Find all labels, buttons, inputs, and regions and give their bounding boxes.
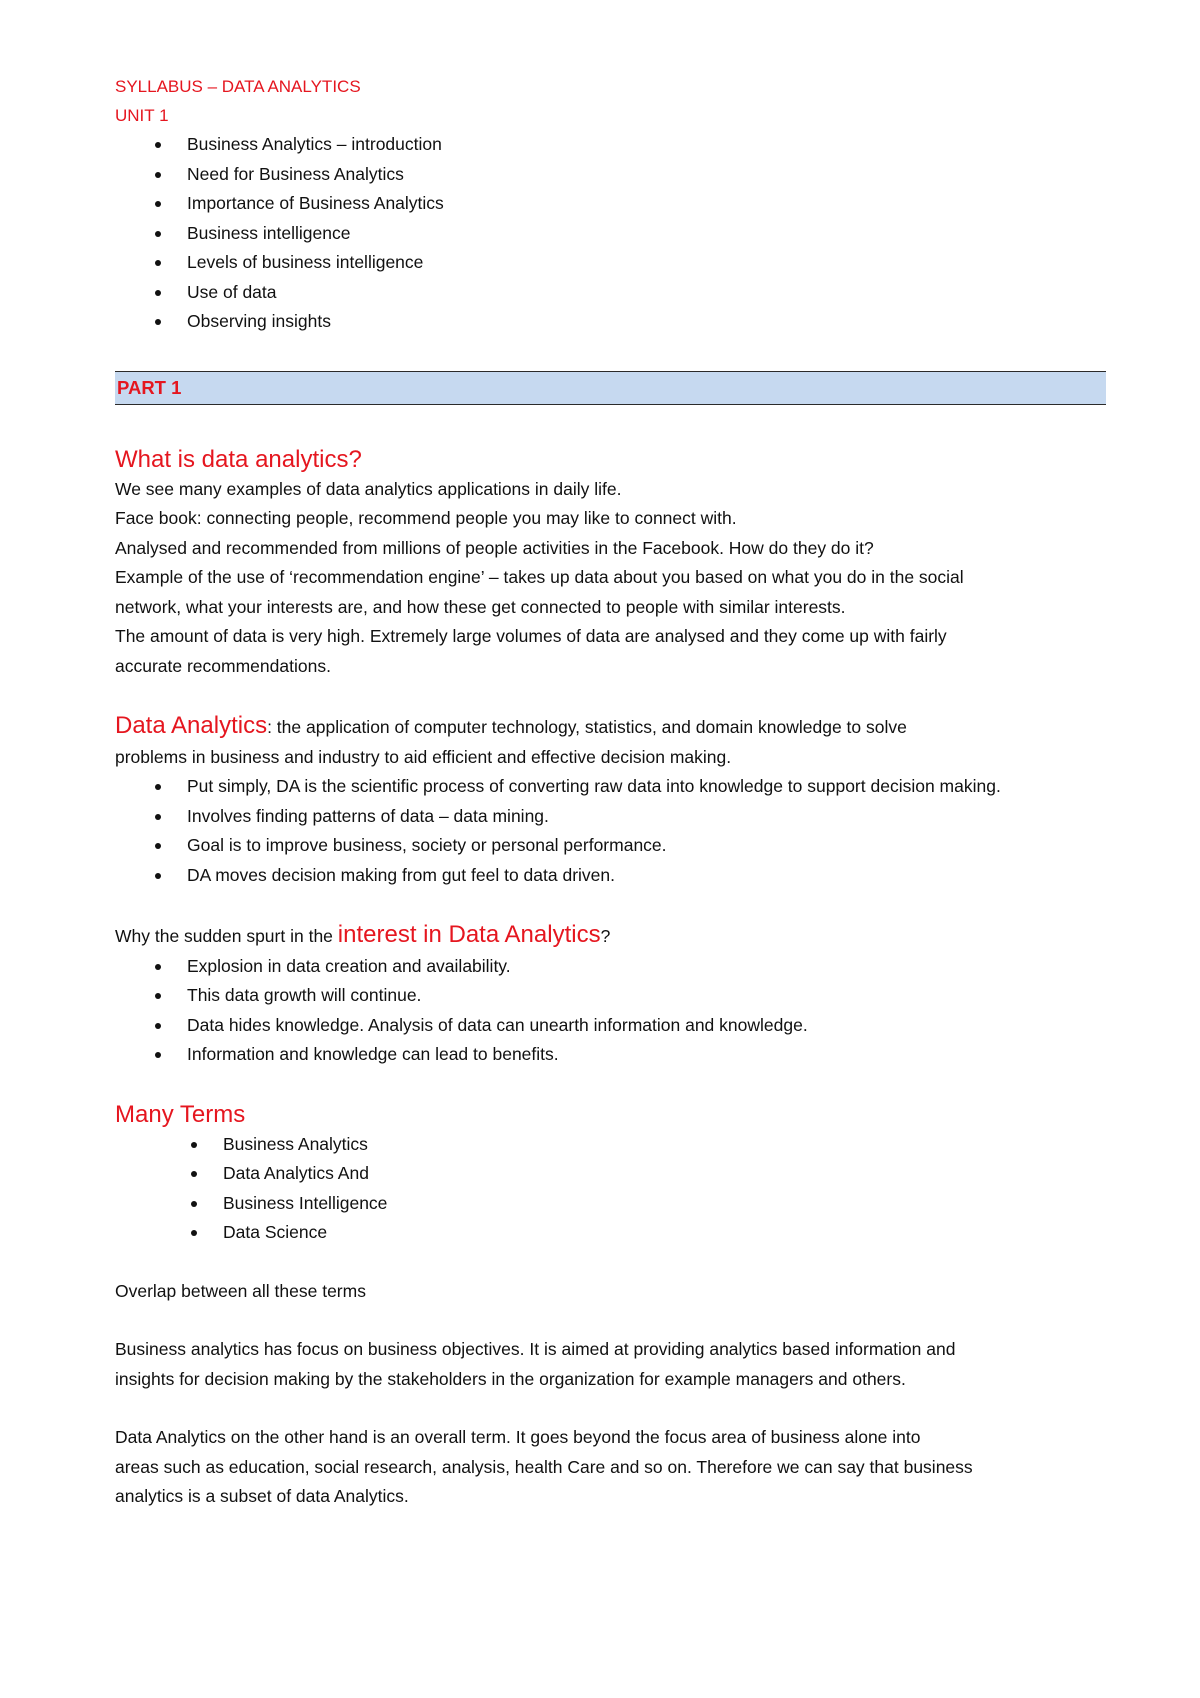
part-banner: PART 1 <box>115 371 1106 405</box>
list-item: Business Analytics – introduction <box>115 130 1106 160</box>
list-item: Use of data <box>115 278 1106 308</box>
syllabus-title: SYLLABUS – DATA ANALYTICS <box>115 77 361 96</box>
list-item: Data hides knowledge. Analysis of data can unearth information and knowledge. <box>115 1011 1106 1041</box>
list-item: Business Analytics <box>115 1130 1106 1160</box>
paragraph-line: areas such as education, social research, analysis, health Care and so on. Therefore we can say that business <box>115 1456 973 1477</box>
definition-line <box>115 711 1106 743</box>
data-analytics-paragraph <box>115 1423 1106 1512</box>
why-suffix: ? <box>600 926 611 946</box>
section-heading-many-terms: Many Terms <box>115 1100 246 1128</box>
unit-topic-list <box>115 130 1106 337</box>
paragraph-line: Example of the use of ‘recommendation engine’ – takes up data about you based on what you do in the social <box>115 567 964 587</box>
list-item: Need for Business Analytics <box>115 160 1106 190</box>
overlap-note: Overlap between all these terms <box>115 1280 366 1301</box>
why-prefix: Why the sudden spurt in the <box>115 926 338 946</box>
paragraph-line: problems in business and industry to aid efficient and effective decision making. <box>115 746 732 767</box>
why-highlight: interest in Data Analytics <box>337 921 601 948</box>
definition-bullet-list <box>115 772 1106 890</box>
list-item: DA moves decision making from gut feel to data driven. <box>115 861 1106 891</box>
terms-bullet-list <box>115 1130 1106 1248</box>
list-item: This data growth will continue. <box>115 981 1106 1011</box>
paragraph-line: network, what your interests are, and how these get connected to people with similar interests. <box>115 596 846 617</box>
paragraph-line: Face book: connecting people, recommend people you may like to connect with. <box>115 508 737 528</box>
definition-paragraph <box>115 711 1106 772</box>
why-question <box>115 920 1106 952</box>
paragraph-line: analytics is a subset of data Analytics. <box>115 1486 409 1506</box>
paragraph-line: Analysed and recommended from millions of people activities in the Facebook. How do they do it? <box>115 537 874 558</box>
list-item: Importance of Business Analytics <box>115 189 1106 219</box>
business-analytics-paragraph <box>115 1335 1106 1394</box>
list-item: Information and knowledge can lead to benefits. <box>115 1040 1106 1070</box>
why-bullet-list <box>115 952 1106 1070</box>
paragraph-line: The amount of data is very high. Extremely large volumes of data are analysed and they come up with fairly <box>115 626 947 646</box>
list-item: Put simply, DA is the scientific process of converting raw data into knowledge to support decision making. <box>115 772 1106 802</box>
list-item: Goal is to improve business, society or personal performance. <box>115 831 1106 861</box>
paragraph-line: insights for decision making by the stakeholders in the organization for example managers and others. <box>115 1368 906 1389</box>
definition-text: : the application of computer technology, statistics, and domain knowledge to solve <box>267 717 907 737</box>
paragraph-line: Business analytics has focus on business objectives. It is aimed at providing analytics based information and <box>115 1339 956 1359</box>
list-item: Data Analytics And <box>115 1159 1106 1189</box>
list-item: Involves finding patterns of data – data mining. <box>115 802 1106 832</box>
section-heading-what-is-data-analytics: What is data analytics? <box>115 445 362 473</box>
list-item: Explosion in data creation and availability. <box>115 952 1106 982</box>
list-item: Business intelligence <box>115 219 1106 249</box>
what-is-paragraph <box>115 475 1106 682</box>
paragraph-line: accurate recommendations. <box>115 655 331 676</box>
list-item: Data Science <box>115 1218 1106 1248</box>
list-item: Levels of business intelligence <box>115 248 1106 278</box>
list-item: Business Intelligence <box>115 1189 1106 1219</box>
paragraph-line: Data Analytics on the other hand is an overall term. It goes beyond the focus area of business alone into <box>115 1427 921 1447</box>
why-line <box>115 920 1106 952</box>
list-item: Observing insights <box>115 307 1106 337</box>
unit-label: UNIT 1 <box>115 106 169 125</box>
definition-term: Data Analytics <box>115 712 268 739</box>
paragraph-line: We see many examples of data analytics applications in daily life. <box>115 478 622 499</box>
